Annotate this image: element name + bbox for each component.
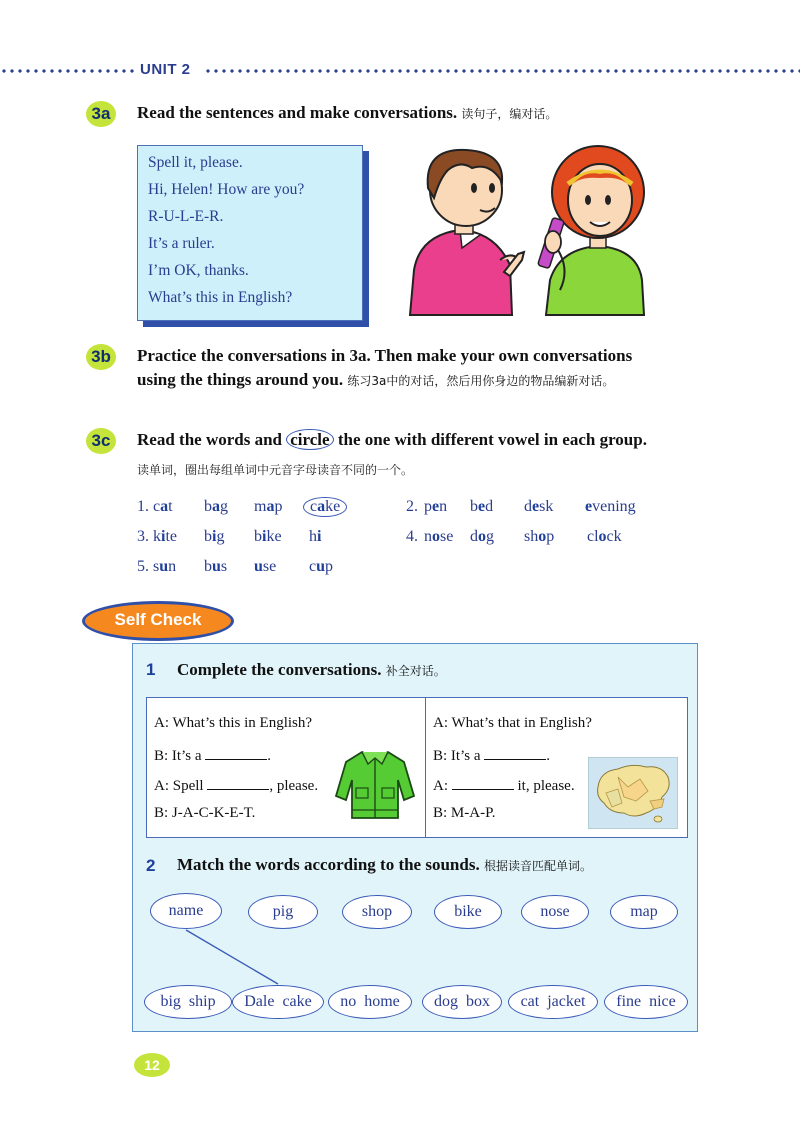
dialogue-line: A: it, please. [433, 775, 575, 795]
answer-blank[interactable] [207, 775, 269, 790]
answer-blank[interactable] [205, 745, 267, 760]
word: nose [424, 528, 454, 545]
group-number: 4. [406, 528, 418, 545]
q2-instruction [177, 853, 592, 878]
word: evening [585, 498, 636, 515]
sentence-box-3a [137, 145, 363, 321]
instruction-3c-part1: Read the words and [137, 430, 282, 449]
q2-number: 2 [146, 856, 156, 875]
sentence-line: Hi, Helen! How are you? [148, 181, 305, 198]
map-picture [588, 757, 678, 829]
word: kite [153, 528, 177, 545]
q2-instruction-text: Match the words according to the sounds. [177, 855, 480, 874]
word: map [254, 498, 283, 515]
instruction-3b-line2 [137, 368, 614, 393]
page-number: 12 [134, 1053, 170, 1077]
word-oval-top[interactable]: nose [521, 895, 589, 929]
instruction-3b-text: using the things around you. [137, 370, 344, 389]
word-oval-top[interactable]: name [150, 893, 222, 929]
badge-3c: 3c [86, 428, 116, 454]
instruction-3c-circle-word: circle [286, 429, 333, 450]
jacket-picture [334, 748, 416, 820]
word: desk [524, 498, 554, 515]
self-check-title: Self Check [114, 610, 202, 629]
dialogue-line: B: J-A-C-K-E-T. [154, 805, 256, 821]
word-pair-oval[interactable]: cat jacket [508, 985, 598, 1019]
word: cat [153, 498, 173, 515]
group-number: 2. [406, 498, 418, 515]
dialogue-line: A: Spell , please. [154, 775, 318, 795]
word: bag [204, 498, 228, 515]
header-dots-right [204, 69, 800, 73]
kids-illustration [400, 140, 660, 318]
sentence-line: What’s this in English? [148, 289, 293, 306]
sentence-line: Spell it, please. [148, 154, 243, 171]
q2-instruction-zh: 根据读音匹配单词。 [483, 859, 592, 873]
instruction-3a-zh: 读句子，编对话。 [461, 107, 558, 121]
instruction-3c-zh: 读单词，圈出每组单词中元音字母读音不同的一个。 [137, 463, 414, 477]
word: cup [309, 558, 334, 575]
word: clock [587, 528, 622, 545]
word: use [254, 558, 277, 575]
group-number: 5. [137, 558, 149, 575]
word-pair-oval[interactable]: big ship [144, 985, 232, 1019]
instruction-3b-line1: Practice the conversations in 3a. Then make your own conversations [137, 346, 633, 365]
group-number: 1. [137, 498, 149, 515]
dialogue-line: B: M-A-P. [433, 805, 496, 821]
word: dog [470, 528, 494, 545]
dialogue-divider [425, 697, 426, 838]
sentence-line: I’m OK, thanks. [148, 262, 249, 279]
word-pair-oval[interactable]: Dale cake [232, 985, 324, 1019]
circled-word: cake [303, 497, 347, 517]
instruction-3c-part2: the one with different vowel in each group. [337, 430, 647, 449]
instruction-3c [137, 428, 647, 452]
word: sun [153, 558, 177, 575]
word: bed [470, 498, 494, 515]
example-match-line [180, 926, 290, 986]
word: hi [309, 528, 322, 545]
dialogue-line: A: What’s this in English? [154, 715, 313, 731]
dialogue-line: A: What’s that in English? [433, 715, 592, 731]
answer-blank[interactable] [452, 775, 514, 790]
dialogue-line: B: It’s a . [154, 745, 271, 765]
unit-label: UNIT 2 [140, 61, 191, 78]
dialogue-line: B: It’s a . [433, 745, 550, 765]
word: shop [524, 528, 555, 545]
word: big [204, 528, 225, 545]
q1-instruction-text: Complete the conversations. [177, 660, 382, 679]
answer-blank[interactable] [484, 745, 546, 760]
badge-3a: 3a [86, 101, 116, 127]
header-dots-left [0, 69, 136, 73]
instruction-3b-zh: 练习3a中的对话，然后用你身边的物品编新对话。 [347, 374, 615, 388]
instruction-3a [137, 101, 557, 126]
word: pen [424, 498, 448, 515]
word-pair-oval[interactable]: fine nice [604, 985, 688, 1019]
word-oval-top[interactable]: map [610, 895, 678, 929]
word: bike [254, 528, 282, 545]
badge-3b: 3b [86, 344, 116, 370]
sentence-line: It’s a ruler. [148, 235, 215, 252]
word: bus [204, 558, 228, 575]
word-pair-oval[interactable]: dog box [422, 985, 502, 1019]
q1-instruction-zh: 补全对话。 [385, 664, 446, 678]
q1-number: 1 [146, 660, 156, 679]
group-number: 3. [137, 528, 149, 545]
instruction-3a-text: Read the sentences and make conversations. [137, 103, 458, 122]
word-oval-top[interactable]: bike [434, 895, 502, 929]
word-pair-oval[interactable]: no home [328, 985, 412, 1019]
word-oval-top[interactable]: shop [342, 895, 412, 929]
sentence-line: R-U-L-E-R. [148, 208, 224, 225]
word-oval-top[interactable]: pig [248, 895, 318, 929]
q1-instruction [177, 658, 446, 683]
